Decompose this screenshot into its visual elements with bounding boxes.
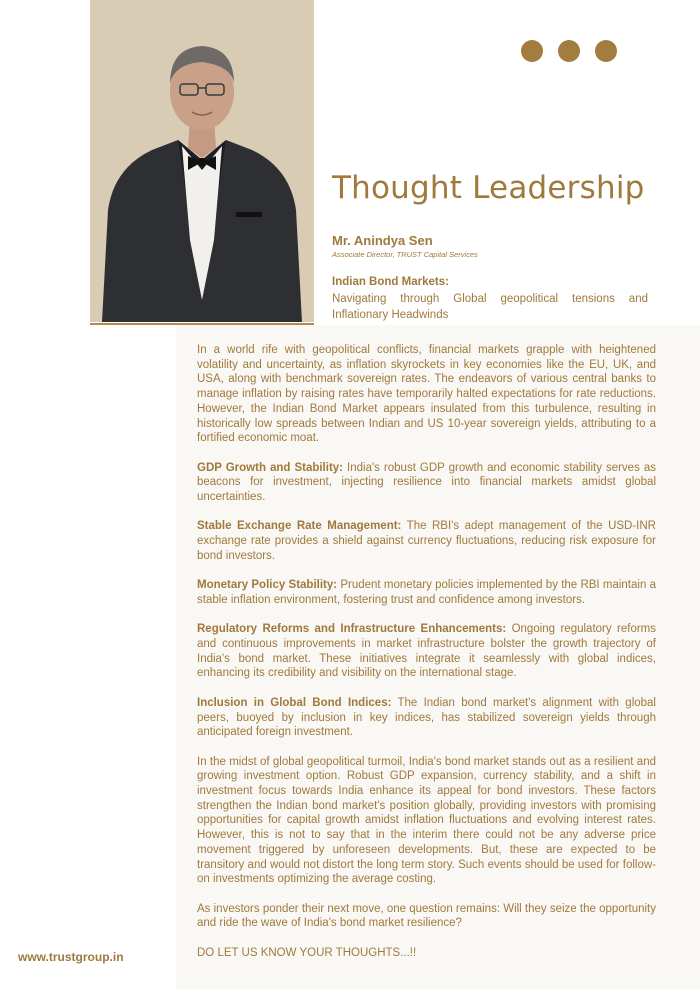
dot-icon: [558, 40, 580, 62]
dot-icon: [521, 40, 543, 62]
conclusion-paragraph: In the midst of global geopolitical turmoil, India's bond market stands out as a resilient and growing investment option. Robust GDP expansion, currency stability, and a shift in investment focus towards India enhance its appeal for bond investors. These factors strengthen the Indian bond market's position globally, providing investors with promising opportunities for capital growth amidst inflation fluctuations and evolving interest rates. However, this is not to say that in the interim there could not be any adverse price movement triggered by unforeseen developments. But, these are expected to be transitory and would not distort the long term story. Such events should be used for follow-on investments optimizing the average costing.: [197, 755, 656, 886]
section-heading: Monetary Policy Stability:: [197, 579, 338, 592]
author-name: Mr. Anindya Sen: [332, 233, 433, 248]
section-text: The Indian bond market's alignment with global peers, buoyed by inclusion in key indices, has stabilized sovereign yields through anticipated foreign investment.: [197, 696, 656, 739]
website-link[interactable]: www.trustgroup.in: [18, 950, 124, 964]
section-text: Ongoing regulatory reforms and continuous improvements in market infrastructure bolster the growth trajectory of India's bond market. These initiatives integrate it seamlessly with global indices, enhancing its credibility and visibility on the international stage.: [197, 623, 656, 680]
question-paragraph: As investors ponder their next move, one question remains: Will they seize the opportunity and ride the wave of India's bond market resilience?: [197, 902, 656, 930]
section-heading: Regulatory Reforms and Infrastructure Enhancements:: [197, 623, 507, 636]
section-heading: Inclusion in Global Bond Indices:: [197, 696, 392, 709]
author-role: Associate Director, TRUST Capital Services: [332, 250, 478, 259]
author-portrait: [90, 0, 314, 322]
article-subheadline: Navigating through Global geopolitical tensions and Inflationary Headwinds: [332, 293, 648, 321]
section-text: Prudent monetary policies implemented by the RBI maintain a stable inflation environment, fostering trust and confidence among investors.: [197, 579, 657, 606]
section-paragraph: [197, 622, 656, 681]
section-paragraph: [197, 519, 656, 563]
dot-icon: [595, 40, 617, 62]
section-paragraph: [197, 578, 656, 607]
intro-paragraph: In a world rife with geopolitical conflicts, financial markets grapple with heightened volatility and uncertainty, as inflation skyrockets in key economies like the EU, UK, and USA, along with benchmark sovereign rates. The endeavors of various central banks to manage inflation by raising rates have temporarily halted expectations for rate reductions. However, the Indian Bond Market appears insulated from this turbulence, resulting in historically low spreads between Indian and US 10-year sovereign yields, attributing to a fortified economic moat.: [197, 344, 656, 445]
author-photo-panel: [90, 0, 314, 322]
section-text: The RBI's adept management of the USD-INR exchange rate provides a shield against currency fluctuations, reducing risk exposure for bond investors.: [197, 520, 656, 562]
article-headline: Indian Bond Markets:: [332, 276, 449, 288]
closing-line: DO LET US KNOW YOUR THOUGHTS...!!: [197, 946, 417, 959]
section-paragraph: [197, 696, 656, 740]
decorative-dots: [521, 40, 617, 62]
section-heading: GDP Growth and Stability:: [197, 461, 344, 474]
section-paragraph: [197, 461, 656, 505]
section-text: India's robust GDP growth and economic stability serves as beacons for investment, injecting resilience into financial markets amidst global uncertainties.: [197, 461, 656, 504]
article-body: [197, 343, 656, 975]
section-heading: Stable Exchange Rate Management:: [197, 520, 402, 533]
page-title: Thought Leadership: [332, 170, 645, 206]
